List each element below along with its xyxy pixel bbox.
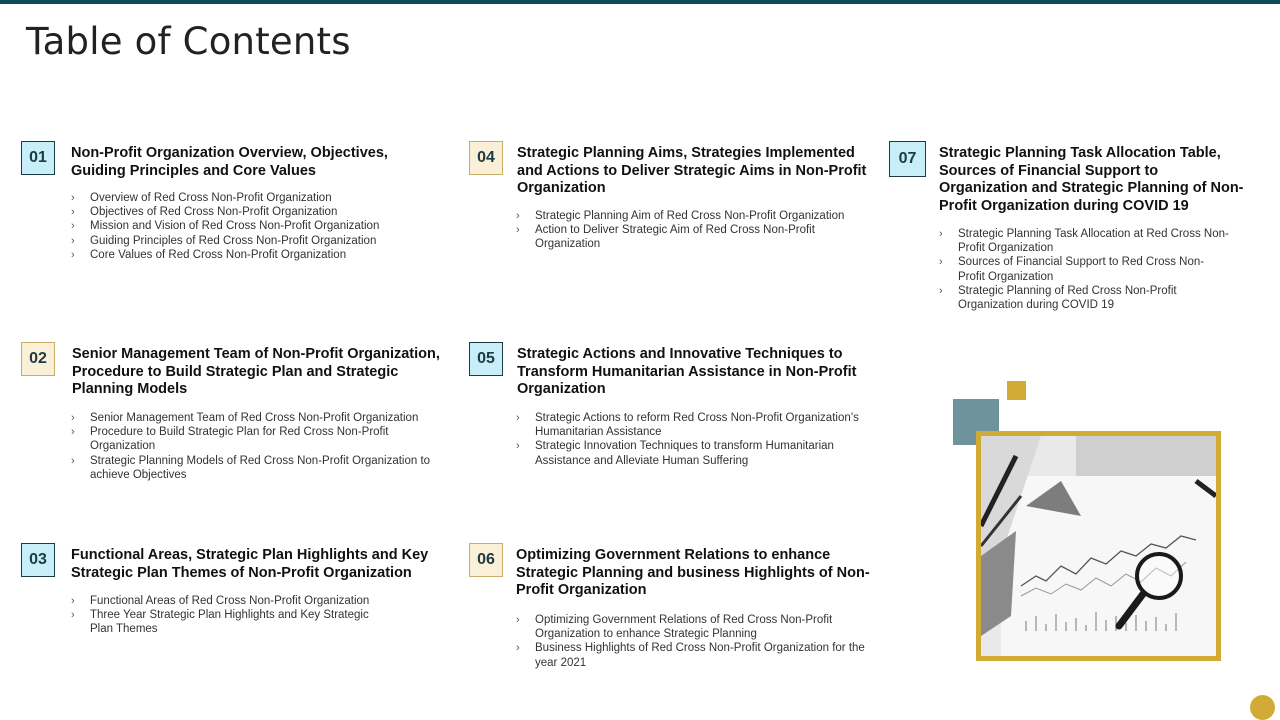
section-number-badge: 07 xyxy=(889,141,926,177)
list-item xyxy=(71,191,421,205)
bullet-list xyxy=(939,227,1229,312)
list-item xyxy=(516,641,876,669)
section-number-badge: 04 xyxy=(469,141,503,175)
section-number-badge: 02 xyxy=(21,342,55,376)
list-item xyxy=(939,284,1229,312)
page-title: Table of Contents xyxy=(26,20,351,63)
chevron-right-icon: › xyxy=(939,256,943,269)
list-item xyxy=(71,454,439,482)
list-item xyxy=(71,411,439,425)
list-item xyxy=(516,411,876,439)
chevron-right-icon: › xyxy=(939,284,943,297)
bullet-text: Functional Areas of Red Cross Non-Profit Organization xyxy=(90,595,370,607)
bullet-list xyxy=(516,411,876,468)
section-number-badge: 06 xyxy=(469,543,503,577)
chevron-right-icon: › xyxy=(71,248,75,261)
chevron-right-icon: › xyxy=(71,192,75,204)
bullet-text: Strategic Planning of Red Cross Non-Profit Organization during COVID 19 xyxy=(958,284,1177,312)
bullet-text: Procedure to Build Strategic Plan for Red Cross Non-Profit Organization xyxy=(90,426,389,453)
list-item xyxy=(71,205,421,219)
bullet-text: Action to Deliver Strategic Aim of Red Cross Non-Profit Organization xyxy=(535,224,815,251)
bullet-text: Sources of Financial Support to Red Cross Non-Profit Organization xyxy=(958,256,1205,283)
section-title: Optimizing Government Relations to enhance Strategic Planning and business Highlights of Non-Profit Organization xyxy=(516,547,870,598)
bullet-text: Strategic Planning Aim of Red Cross Non-Profit Organization xyxy=(535,210,845,222)
chevron-right-icon: › xyxy=(71,595,75,607)
bullet-text: Senior Management Team of Red Cross Non-Profit Organization xyxy=(90,412,419,424)
section-title: Functional Areas, Strategic Plan Highlights and Key Strategic Plan Themes of Non-Profit Organization xyxy=(71,547,429,581)
bullet-text: Core Values of Red Cross Non-Profit Organization xyxy=(90,248,347,261)
section-number-badge: 05 xyxy=(469,342,503,376)
chevron-right-icon: › xyxy=(516,224,520,237)
chevron-right-icon: › xyxy=(71,234,75,247)
bullet-list xyxy=(71,411,439,482)
list-item xyxy=(71,608,391,636)
chevron-right-icon: › xyxy=(71,609,75,622)
bullet-list xyxy=(516,209,866,252)
decorative-gold-square xyxy=(1007,381,1026,400)
bullet-list xyxy=(516,613,876,670)
bullet-text: Mission and Vision of Red Cross Non-Profit Organization xyxy=(90,220,380,233)
bullet-text: Objectives of Red Cross Non-Profit Organization xyxy=(90,206,338,219)
top-accent-bar xyxy=(0,0,1280,4)
list-item xyxy=(939,255,1229,283)
chevron-right-icon: › xyxy=(516,440,520,453)
bullet-text: Strategic Planning Models of Red Cross Non-Profit Organization to achieve Objectives xyxy=(90,454,431,481)
list-item xyxy=(71,219,421,233)
chevron-right-icon: › xyxy=(939,228,943,240)
bullet-text: Strategic Planning Task Allocation at Red Cross Non-Profit Organization xyxy=(958,228,1229,255)
list-item xyxy=(939,227,1229,255)
bullet-text: Strategic Actions to reform Red Cross Non-Profit Organization’s Humanitarian Assistance xyxy=(535,412,859,439)
chevron-right-icon: › xyxy=(516,642,520,655)
section-title: Strategic Planning Task Allocation Table, Sources of Financial Support to Organization and Strategic Planning of Non-Profit Organization during COVID 19 xyxy=(939,145,1244,214)
bullet-text: Business Highlights of Red Cross Non-Profit Organization for the year 2021 xyxy=(535,642,865,669)
list-item xyxy=(516,613,876,641)
list-item xyxy=(71,425,439,453)
bullet-list xyxy=(71,594,391,637)
section-title: Senior Management Team of Non-Profit Organization, Procedure to Build Strategic Plan and Strategic Planning Models xyxy=(72,346,440,397)
list-item xyxy=(516,223,866,251)
list-item xyxy=(516,209,866,223)
section-title: Non-Profit Organization Overview, Objectives, Guiding Principles and Core Values xyxy=(71,145,388,179)
list-item xyxy=(516,439,876,467)
section-number-badge: 01 xyxy=(21,141,55,175)
section-number-badge: 03 xyxy=(21,543,55,577)
chevron-right-icon: › xyxy=(71,220,75,233)
section-title: Strategic Actions and Innovative Techniques to Transform Humanitarian Assistance in Non-Profit Organization xyxy=(517,346,857,397)
list-item xyxy=(71,594,391,608)
chevron-right-icon: › xyxy=(71,454,75,467)
chart-magnifier-illustration xyxy=(981,436,1216,656)
bullet-text: Strategic Innovation Techniques to transform Humanitarian Assistance and Alleviate Human Suffering xyxy=(535,440,834,467)
stock-photo-frame xyxy=(976,431,1221,661)
chevron-right-icon: › xyxy=(516,614,520,626)
chevron-right-icon: › xyxy=(71,412,75,424)
bullet-text: Optimizing Government Relations of Red Cross Non-Profit Organization to enhance Strategic Planning xyxy=(535,614,833,641)
bullet-text: Guiding Principles of Red Cross Non-Profit Organization xyxy=(90,234,377,247)
bullet-list xyxy=(71,191,421,262)
bullet-text: Three Year Strategic Plan Highlights and Key Strategic Plan Themes xyxy=(90,609,369,636)
section-title: Strategic Planning Aims, Strategies Implemented and Actions to Deliver Strategic Aims in Non-Profit Organization xyxy=(517,145,867,196)
list-item xyxy=(71,234,421,248)
decorative-gold-circle xyxy=(1250,695,1275,720)
chevron-right-icon: › xyxy=(516,210,520,222)
bullet-text: Overview of Red Cross Non-Profit Organization xyxy=(90,192,332,204)
list-item xyxy=(71,248,421,262)
chevron-right-icon: › xyxy=(516,412,520,424)
chevron-right-icon: › xyxy=(71,206,75,219)
chevron-right-icon: › xyxy=(71,426,75,439)
